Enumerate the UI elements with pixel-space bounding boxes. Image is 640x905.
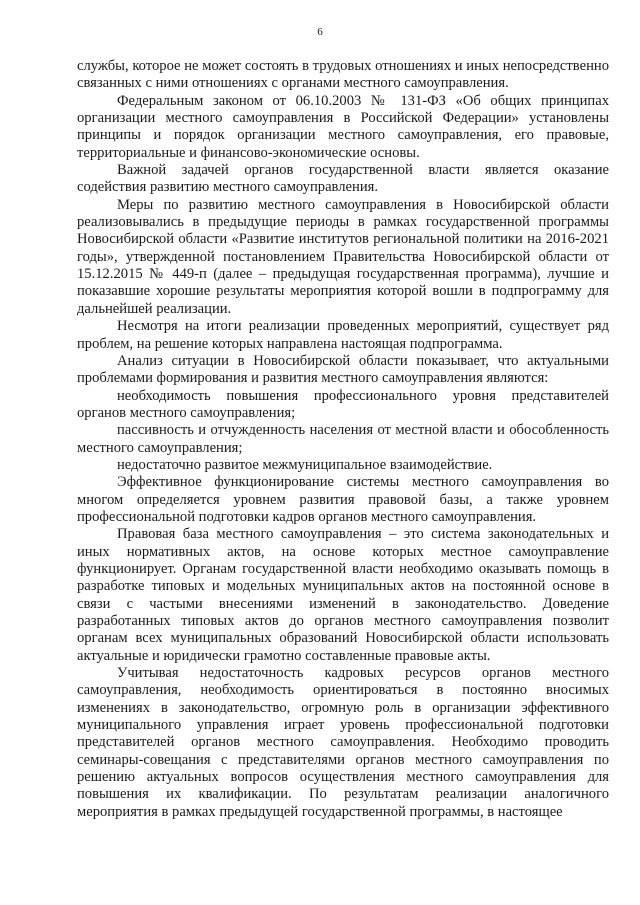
paragraph: Эффективное функционирование системы местного самоуправления во многом определяется уровнем развития правовой базы, а также уровнем профессиональной подготовки кадров органов местного самоуправления. bbox=[77, 474, 609, 525]
paragraph: Федеральным законом от 06.10.2003 № 131-ФЗ «Об общих принципах организации местного самоуправления в Российской Федерации» установлены принципы и порядок организации местного самоуправления, его правовые, территориальные и финансово-экономические основы. bbox=[77, 92, 609, 161]
paragraph: Меры по развитию местного самоуправления в Новосибирской области реализовывались в предыдущие периоды в рамках государственной программы Новосибирской области «Развитие институтов региональной политики на 2016-2021 годы», утвержденной постановлением Правительства Новосибирской области от 15.12.2015 № 449-п (далее – предыдущая государственная программа), лучшие и показавшие хорошие результаты мероприятия которой вошли в подпрограмму для дальнейшей реализации. bbox=[77, 196, 609, 317]
page-number: 6 bbox=[317, 26, 323, 38]
paragraph: Правовая база местного самоуправления – это система законодательных и иных нормативных актов, на основе которых местное самоуправление функционирует. Органам государственной власти необходимо оказывать помощь в разработке типовых и модельных муниципальных актов на постоянной основе в связи с частыми внесениями изменений в законодательство. Доведение разработанных типовых актов до органов местного самоуправления позволит органам всех муниципальных образований Новосибирской области использовать актуальные и юридически грамотно составленные правовые акты. bbox=[77, 526, 609, 664]
paragraph: Анализ ситуации в Новосибирской области показывает, что актуальными проблемами формирования и развития местного самоуправления являются: bbox=[77, 352, 609, 387]
paragraph: Учитывая недостаточность кадровых ресурсов органов местного самоуправления, необходимость ориентироваться в постоянно вносимых изменениях в законодательство, огромную роль в организации эффективного муниципального управления играет уровень профессиональной подготовки представителей органов местного самоуправления. Необходимо проводить семинары-совещания с представителями органов местного самоуправления по решению актуальных вопросов осуществления местного самоуправления для повышения их квалификации. По результатам реализации аналогичного мероприятия в рамках предыдущей государственной программы, в настоящее bbox=[77, 665, 609, 820]
list-item: пассивность и отчужденность населения от местной власти и обособленность местного самоуправления; bbox=[77, 422, 609, 456]
paragraph: Важной задачей органов государственной власти является оказание содействия развитию местного самоуправления. bbox=[77, 162, 609, 196]
paragraph: службы, которое не может состоять в трудовых отношениях и иных непосредственно связанных с ними отношениях с органами местного самоуправления. bbox=[77, 58, 609, 92]
paragraph: Несмотря на итоги реализации проведенных мероприятий, существует ряд проблем, на решение которых направлена настоящая подпрограмма. bbox=[77, 318, 609, 352]
list-item: необходимость повышения профессионального уровня представителей органов местного самоуправления; bbox=[77, 387, 609, 421]
list-item: недостаточно развитое межмуниципальное взаимодействие. bbox=[117, 456, 493, 473]
document-body bbox=[77, 58, 609, 821]
